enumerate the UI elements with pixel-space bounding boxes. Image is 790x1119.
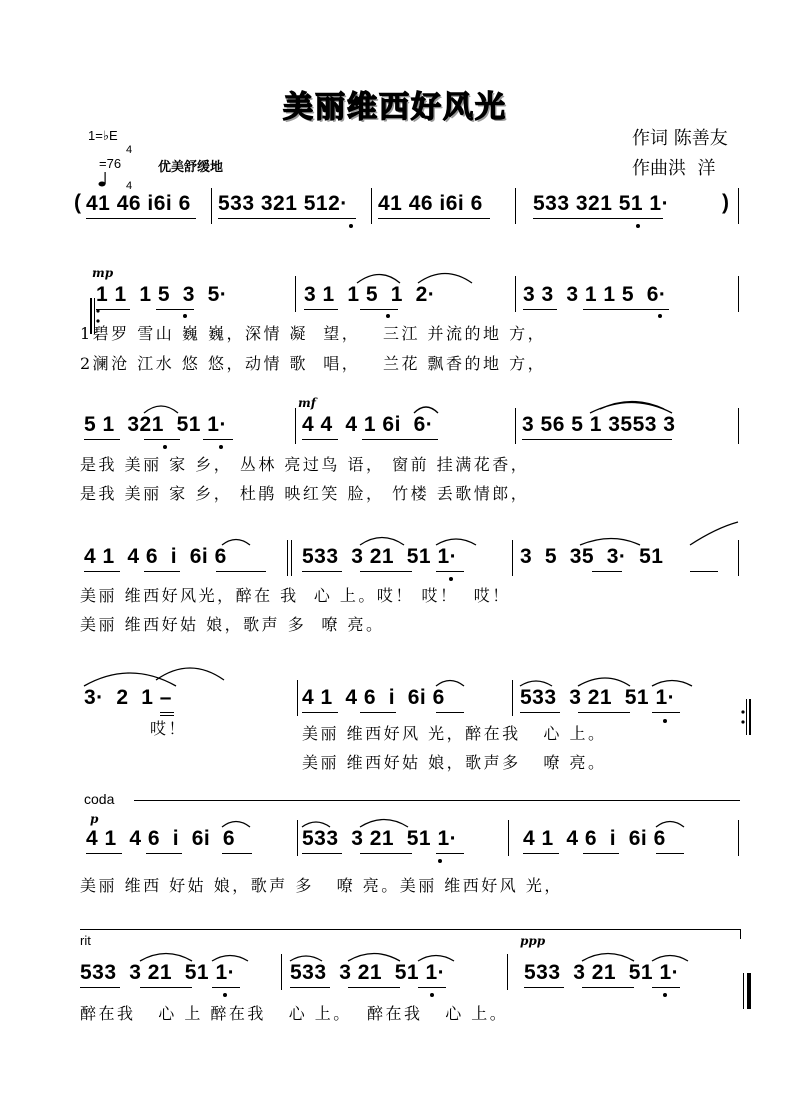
measure-2-2: 3 1 1 5 1 2· [304, 283, 436, 306]
underline [140, 987, 192, 988]
underline [212, 987, 240, 988]
coda-label: coda [84, 791, 115, 807]
underline [302, 439, 338, 440]
octave-dot [349, 224, 353, 228]
measure-1-3: 41 46 i6i 6 [378, 192, 483, 215]
lyric-row-2-verse-2: 2澜沧 江水 悠 悠，动情 歌 唱， 兰花 飘香的地 方， [80, 354, 547, 373]
underline [582, 987, 634, 988]
underline [146, 853, 182, 854]
lyric-row-6: 美丽 维西 好姑 娘，歌声 多 嘹 亮。美丽 维西好风 光， [80, 876, 563, 895]
measure-1-2: 533 321 512· [218, 192, 348, 215]
underline [418, 987, 446, 988]
lyric-row-3-verse-1: 是我 美丽 家 乡， 丛林 亮过鸟 语， 窗前 挂满花香， [80, 455, 530, 474]
underline [583, 309, 669, 310]
coda-line [134, 800, 740, 801]
underline [652, 987, 680, 988]
underline [520, 712, 560, 713]
underline [578, 712, 630, 713]
underline [583, 853, 619, 854]
lyric-row-4-verse-1: 美丽 维西好风光，醉在 我 心 上。哎！ 哎！ 哎！ [80, 586, 511, 605]
slur [156, 668, 224, 680]
barline [287, 540, 288, 576]
slur [348, 954, 400, 962]
barline [295, 408, 296, 444]
underline [302, 712, 338, 713]
barline [297, 680, 298, 716]
octave-dot [658, 314, 662, 318]
measure-6-3: 4 1 4 6 i 6i 6 [523, 827, 666, 850]
slur [590, 403, 672, 414]
octave-dot [636, 224, 640, 228]
underline [436, 712, 464, 713]
lyric-row-5-verse-2: 美丽 维西好姑 娘，歌声多 嘹 亮。 [302, 753, 607, 772]
underline [203, 439, 233, 440]
underline [160, 712, 174, 713]
measure-3-1: 5 1 321 51 1· [84, 413, 227, 436]
measure-2-1: 1 1 1 5 3 5· [96, 283, 228, 306]
barline [211, 188, 212, 224]
underline [656, 853, 684, 854]
dynamic-p: p [90, 812, 99, 826]
barline [295, 276, 296, 312]
dynamic-mp: mp [92, 266, 114, 280]
slur [360, 538, 404, 546]
barline [738, 276, 739, 312]
slur [84, 673, 176, 686]
underline [304, 309, 338, 310]
barline [738, 408, 739, 444]
song-title: 美丽维西好风光 [283, 90, 507, 125]
underline [96, 309, 130, 310]
barline [297, 820, 298, 856]
lyric-row-3-verse-2: 是我 美丽 家 乡， 杜鹃 映红笑 脸， 竹楼 丢歌情郎， [80, 484, 530, 503]
octave-dot [663, 993, 667, 997]
underline [360, 571, 412, 572]
lyric-row-5-interjection: 哎！ [150, 719, 188, 738]
measure-3-3: 3 56 5 1 3553 3 [522, 413, 676, 436]
barline [515, 276, 516, 312]
dynamic-mf: mf [298, 396, 316, 410]
lyric-row-4-verse-2: 美丽 维西好姑 娘，歌声 多 嘹 亮。 [80, 615, 385, 634]
underline [523, 309, 557, 310]
lyric-row-2-verse-1: 1碧罗 雪山 巍 巍，深情 凝 望， 三江 并流的地 方， [80, 324, 547, 343]
slur [360, 820, 408, 828]
underline [144, 571, 180, 572]
barline [738, 188, 739, 224]
underline [80, 987, 120, 988]
rit-label: rit [80, 933, 91, 948]
lyric-row-5-verse-1: 美丽 维西好风 光，醉在我 心 上。 [302, 724, 607, 743]
lyric-row-7: 醉在我 心 上 醉在我 心 上。 醉在我 心 上。 [80, 1004, 509, 1023]
intro-bracket-close: ) [722, 191, 730, 214]
barline [508, 820, 509, 856]
barline [515, 188, 516, 224]
underline [222, 853, 252, 854]
underline [290, 987, 330, 988]
underline [348, 987, 400, 988]
octave-dot [223, 993, 227, 997]
underline [86, 853, 122, 854]
barline [371, 188, 372, 224]
underline [360, 309, 398, 310]
barline [512, 540, 513, 576]
lyricist-credit: 作词 陈善友 [632, 128, 728, 149]
barline [738, 540, 739, 576]
measure-1-1: 41 46 i6i 6 [86, 192, 191, 215]
measure-2-3: 3 3 3 1 1 5 6· [523, 283, 667, 306]
dynamic-ppp: ppp [520, 934, 546, 948]
intro-bracket-open: ( [74, 191, 82, 214]
repeat-end-icon [731, 680, 751, 739]
barline [738, 820, 739, 856]
underline [86, 218, 196, 219]
slur [144, 406, 178, 413]
underline [523, 853, 559, 854]
underline [592, 571, 622, 572]
octave-dot [430, 993, 434, 997]
time-signature-bottom: 4 [126, 180, 133, 192]
measure-7-2: 533 3 21 51 1· [290, 961, 446, 984]
octave-dot [449, 577, 453, 581]
barline [291, 540, 292, 576]
underline [378, 218, 490, 219]
barline [507, 954, 508, 990]
slur [690, 522, 738, 545]
composer-credit: 作曲洪 洋 [632, 158, 716, 179]
rit-line-end [740, 929, 741, 939]
slur [600, 402, 664, 410]
measure-5-3: 533 3 21 51 1· [520, 686, 676, 709]
underline [360, 712, 396, 713]
octave-dot [438, 859, 442, 863]
slur [578, 678, 630, 686]
underline [524, 987, 564, 988]
underline [302, 571, 342, 572]
underline [84, 571, 120, 572]
measure-3-2: 4 4 4 1 6i 6· [302, 413, 434, 436]
final-barline-icon [733, 954, 753, 1013]
measure-6-2: 533 3 21 51 1· [302, 827, 458, 850]
underline [84, 439, 120, 440]
underline [522, 439, 672, 440]
measure-7-3: 533 3 21 51 1· [524, 961, 680, 984]
expression-marking: 优美舒缓地 [158, 159, 224, 174]
slur [582, 954, 634, 962]
underline [302, 853, 342, 854]
octave-dot [386, 314, 390, 318]
measure-4-2: 533 3 21 51 1· [302, 545, 458, 568]
underline [218, 218, 356, 219]
measure-5-1: 3· 2 1 – [84, 686, 172, 709]
tempo-marking: =76 [99, 156, 122, 171]
barline [515, 408, 516, 444]
measure-4-3: 3 5 35 3· 51 [520, 545, 664, 568]
measure-1-4: 533 321 51 1· [533, 192, 670, 215]
slur [140, 954, 192, 962]
barline [512, 680, 513, 716]
octave-dot [219, 445, 223, 449]
slur [357, 275, 400, 284]
rit-line [80, 929, 740, 930]
octave-dot [163, 445, 167, 449]
measure-7-1: 533 3 21 51 1· [80, 961, 236, 984]
underline [156, 309, 194, 310]
underline [652, 712, 680, 713]
underline [360, 853, 412, 854]
measure-6-1: 4 1 4 6 i 6i 6 [86, 827, 236, 850]
underline [144, 439, 180, 440]
underline [362, 439, 438, 440]
key-signature: 1=♭E [88, 128, 118, 143]
underline [436, 853, 464, 854]
slur [418, 274, 472, 284]
measure-4-1: 4 1 4 6 i 6i 6 [84, 545, 227, 568]
octave-dot [183, 314, 187, 318]
underline [436, 571, 464, 572]
underline [690, 571, 718, 572]
barline [281, 954, 282, 990]
underline [216, 571, 266, 572]
octave-dot [663, 719, 667, 723]
underline [533, 218, 663, 219]
measure-5-2: 4 1 4 6 i 6i 6 [302, 686, 445, 709]
time-signature-top: 4 [126, 144, 133, 156]
